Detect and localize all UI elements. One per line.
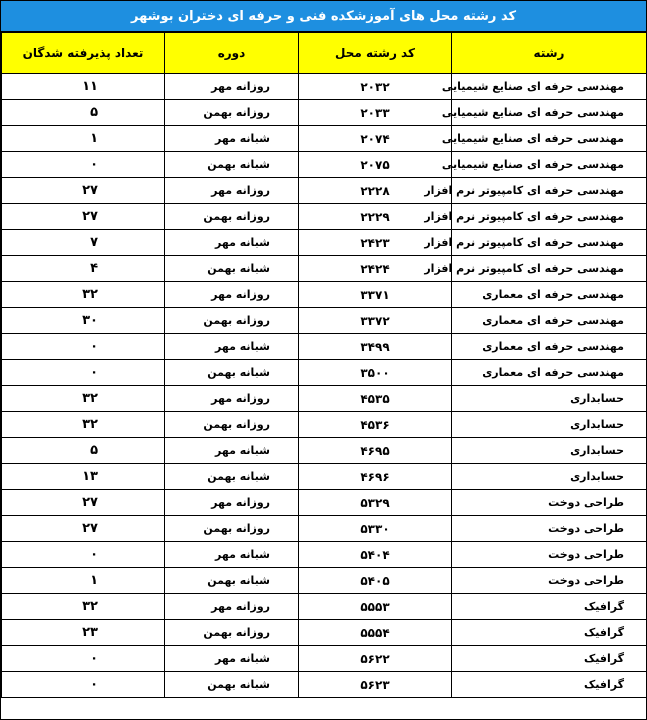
code-cell: ۳۳۷۱ xyxy=(299,282,452,308)
code-cell: ۲۰۷۵ xyxy=(299,152,452,178)
code-cell: ۵۵۵۳ xyxy=(299,594,452,620)
table-row xyxy=(2,74,647,100)
code-cell: ۵۴۰۴ xyxy=(299,542,452,568)
table-row xyxy=(2,646,647,672)
table-row xyxy=(2,464,647,490)
major-cell: مهندسی حرفه ای صنایع شیمیایی xyxy=(452,152,647,178)
code-cell: ۲۰۳۳ xyxy=(299,100,452,126)
count-cell: ۰ xyxy=(2,542,165,568)
major-cell: مهندسی حرفه ای صنایع شیمیایی xyxy=(452,100,647,126)
code-cell: ۴۵۳۵ xyxy=(299,386,452,412)
period-cell: شبانه مهر xyxy=(165,646,299,672)
count-cell: ۱۳ xyxy=(2,464,165,490)
period-cell: شبانه مهر xyxy=(165,126,299,152)
count-cell: ۰ xyxy=(2,152,165,178)
code-cell: ۳۵۰۰ xyxy=(299,360,452,386)
period-cell: شبانه بهمن xyxy=(165,464,299,490)
table-row xyxy=(2,230,647,256)
count-cell: ۵ xyxy=(2,100,165,126)
code-cell: ۲۴۲۳ xyxy=(299,230,452,256)
major-cell: مهندسی حرفه ای کامپیوتر نرم افزار xyxy=(452,256,647,282)
period-cell: روزانه بهمن xyxy=(165,308,299,334)
table-row xyxy=(2,256,647,282)
major-cell: حسابداری xyxy=(452,386,647,412)
period-cell: روزانه مهر xyxy=(165,490,299,516)
table-row xyxy=(2,386,647,412)
table-row xyxy=(2,620,647,646)
major-cell: حسابداری xyxy=(452,412,647,438)
major-cell: مهندسی حرفه ای کامپیوتر نرم افزار xyxy=(452,204,647,230)
code-cell: ۳۴۹۹ xyxy=(299,334,452,360)
header-row xyxy=(2,33,647,74)
table-body xyxy=(2,74,647,698)
table-row xyxy=(2,516,647,542)
table-row xyxy=(2,490,647,516)
major-cell: حسابداری xyxy=(452,464,647,490)
code-cell: ۵۵۵۴ xyxy=(299,620,452,646)
major-cell: مهندسی حرفه ای معماری xyxy=(452,360,647,386)
table-row xyxy=(2,438,647,464)
table-row xyxy=(2,100,647,126)
period-cell: روزانه بهمن xyxy=(165,412,299,438)
major-cell: مهندسی حرفه ای کامپیوتر نرم افزار xyxy=(452,178,647,204)
period-cell: روزانه مهر xyxy=(165,74,299,100)
major-cell: مهندسی حرفه ای معماری xyxy=(452,308,647,334)
table-row xyxy=(2,360,647,386)
code-cell: ۵۶۲۲ xyxy=(299,646,452,672)
count-cell: ۲۷ xyxy=(2,178,165,204)
count-cell: ۰ xyxy=(2,360,165,386)
count-cell: ۵ xyxy=(2,438,165,464)
count-cell: ۷ xyxy=(2,230,165,256)
major-cell: گرافیک xyxy=(452,620,647,646)
count-cell: ۱۱ xyxy=(2,74,165,100)
table-row xyxy=(2,594,647,620)
major-cell: گرافیک xyxy=(452,594,647,620)
period-cell: روزانه مهر xyxy=(165,282,299,308)
major-cell: طراحی دوخت xyxy=(452,516,647,542)
major-cell: مهندسی حرفه ای معماری xyxy=(452,282,647,308)
table-title: کد رشته محل های آموزشکده فنی و حرفه ای دختران بوشهر xyxy=(1,1,646,32)
code-cell: ۲۴۲۴ xyxy=(299,256,452,282)
table-row xyxy=(2,126,647,152)
table-row xyxy=(2,672,647,698)
count-cell: ۱ xyxy=(2,568,165,594)
period-cell: روزانه بهمن xyxy=(165,100,299,126)
major-cell: مهندسی حرفه ای صنایع شیمیایی xyxy=(452,74,647,100)
period-cell: روزانه بهمن xyxy=(165,204,299,230)
table-row xyxy=(2,412,647,438)
code-cell: ۲۲۲۹ xyxy=(299,204,452,230)
period-cell: شبانه بهمن xyxy=(165,568,299,594)
count-cell: ۴ xyxy=(2,256,165,282)
count-cell: ۳۲ xyxy=(2,386,165,412)
code-cell: ۵۴۰۵ xyxy=(299,568,452,594)
period-cell: روزانه مهر xyxy=(165,594,299,620)
code-cell: ۵۶۲۳ xyxy=(299,672,452,698)
count-cell: ۳۰ xyxy=(2,308,165,334)
count-cell: ۱ xyxy=(2,126,165,152)
majors-table xyxy=(1,32,647,698)
code-cell: ۵۳۲۹ xyxy=(299,490,452,516)
code-cell: ۲۰۳۲ xyxy=(299,74,452,100)
period-cell: شبانه مهر xyxy=(165,230,299,256)
period-cell: شبانه بهمن xyxy=(165,256,299,282)
code-cell: ۲۲۲۸ xyxy=(299,178,452,204)
period-cell: شبانه مهر xyxy=(165,542,299,568)
period-cell: روزانه بهمن xyxy=(165,620,299,646)
period-cell: شبانه بهمن xyxy=(165,152,299,178)
table-row xyxy=(2,178,647,204)
code-cell: ۳۳۷۲ xyxy=(299,308,452,334)
code-cell: ۴۶۹۵ xyxy=(299,438,452,464)
major-cell: گرافیک xyxy=(452,646,647,672)
code-cell: ۴۵۳۶ xyxy=(299,412,452,438)
code-cell: ۵۳۳۰ xyxy=(299,516,452,542)
count-cell: ۳۲ xyxy=(2,282,165,308)
period-cell: روزانه مهر xyxy=(165,178,299,204)
period-cell: شبانه بهمن xyxy=(165,360,299,386)
header-count: تعداد پذیرفته شدگان xyxy=(2,33,165,74)
header-code: کد رشته محل xyxy=(299,33,452,74)
period-cell: شبانه مهر xyxy=(165,438,299,464)
count-cell: ۲۷ xyxy=(2,490,165,516)
table-row xyxy=(2,542,647,568)
header-major: رشته xyxy=(452,33,647,74)
major-cell: مهندسی حرفه ای کامپیوتر نرم افزار xyxy=(452,230,647,256)
period-cell: روزانه بهمن xyxy=(165,516,299,542)
period-cell: روزانه مهر xyxy=(165,386,299,412)
major-cell: مهندسی حرفه ای معماری xyxy=(452,334,647,360)
period-cell: شبانه بهمن xyxy=(165,672,299,698)
table-row xyxy=(2,568,647,594)
major-cell: طراحی دوخت xyxy=(452,542,647,568)
table-row xyxy=(2,308,647,334)
period-cell: شبانه مهر xyxy=(165,334,299,360)
count-cell: ۰ xyxy=(2,646,165,672)
count-cell: ۲۷ xyxy=(2,204,165,230)
count-cell: ۲۳ xyxy=(2,620,165,646)
major-cell: حسابداری xyxy=(452,438,647,464)
table-row xyxy=(2,334,647,360)
major-cell: مهندسی حرفه ای صنایع شیمیایی xyxy=(452,126,647,152)
count-cell: ۰ xyxy=(2,334,165,360)
table-row xyxy=(2,282,647,308)
major-cell: طراحی دوخت xyxy=(452,490,647,516)
count-cell: ۳۲ xyxy=(2,594,165,620)
table-row xyxy=(2,204,647,230)
count-cell: ۲۷ xyxy=(2,516,165,542)
table-row xyxy=(2,152,647,178)
code-cell: ۲۰۷۴ xyxy=(299,126,452,152)
code-cell: ۴۶۹۶ xyxy=(299,464,452,490)
header-period: دوره xyxy=(165,33,299,74)
count-cell: ۰ xyxy=(2,672,165,698)
major-cell: گرافیک xyxy=(452,672,647,698)
major-cell: طراحی دوخت xyxy=(452,568,647,594)
count-cell: ۳۲ xyxy=(2,412,165,438)
